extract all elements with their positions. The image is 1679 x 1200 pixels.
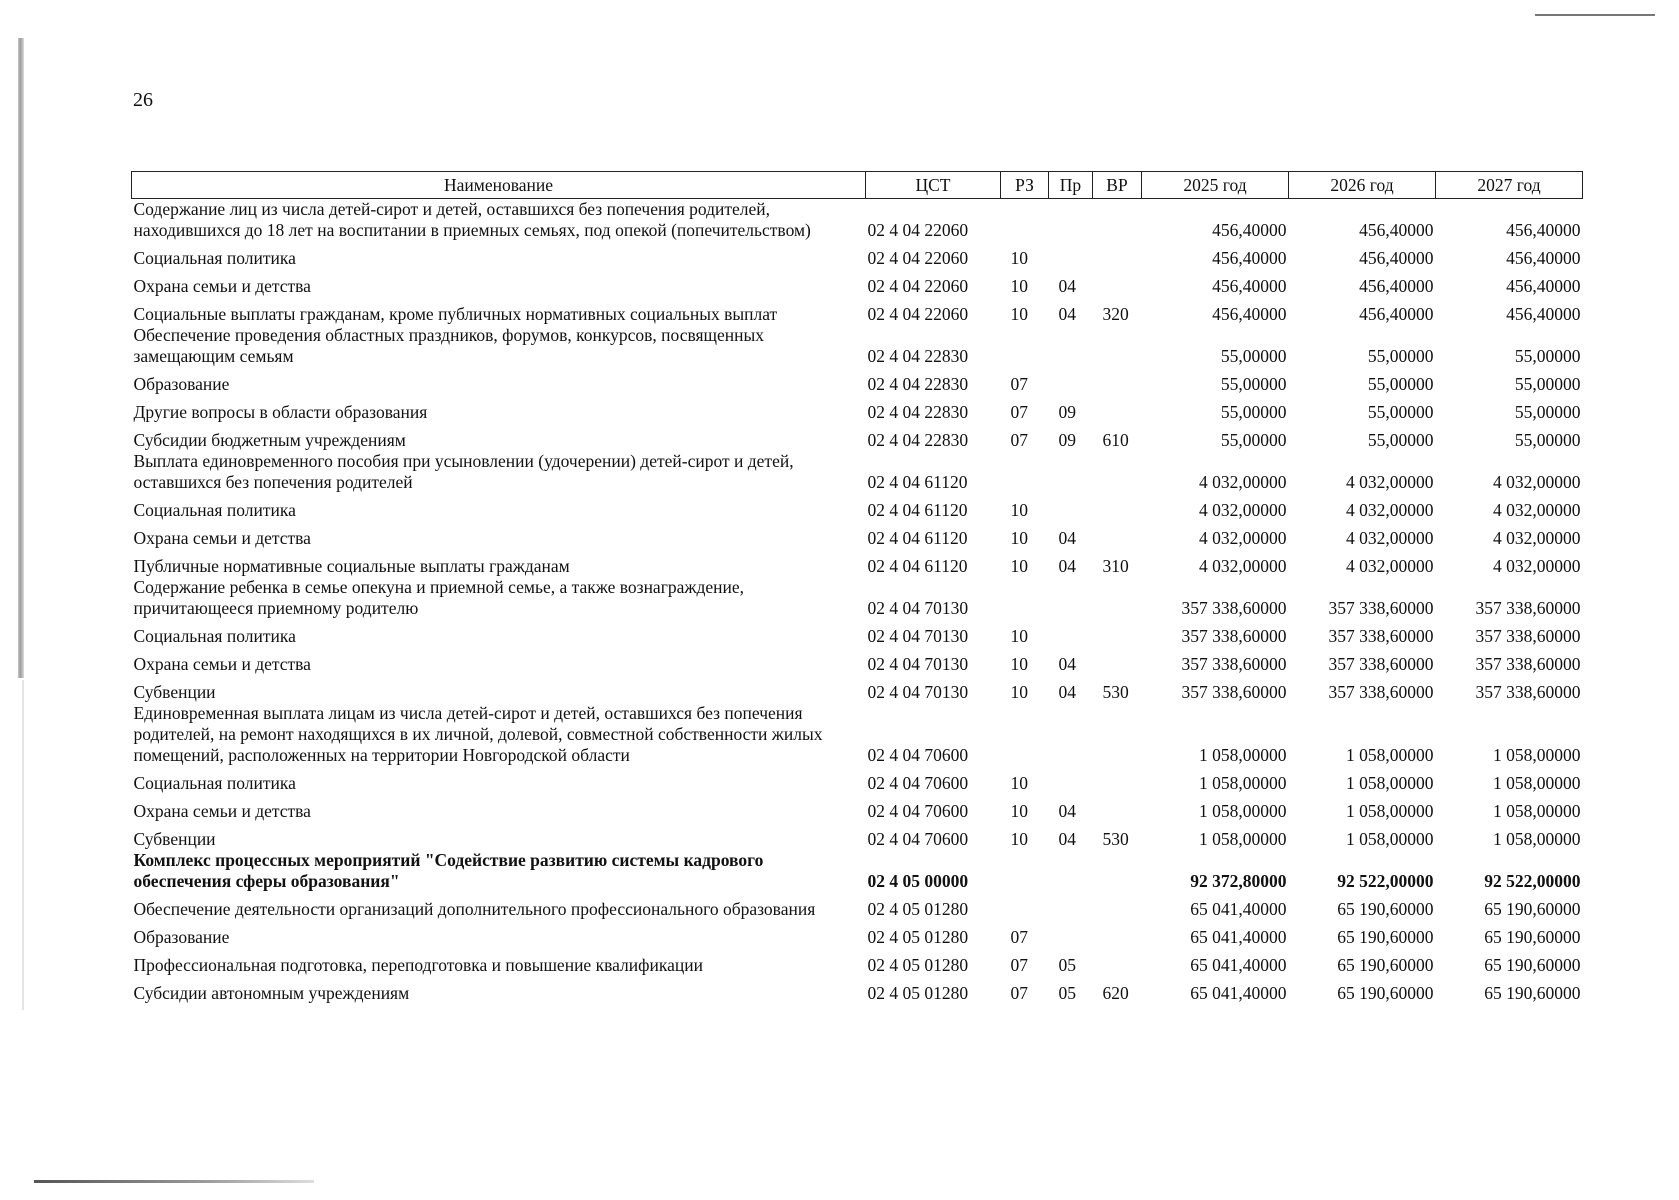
page-number: 26: [133, 89, 153, 111]
header-rz: РЗ: [1001, 172, 1049, 199]
cell-name: Другие вопросы в области образования: [133, 402, 428, 422]
cell-rz: 07: [1010, 983, 1028, 1003]
header-vr: ВР: [1093, 172, 1142, 199]
cell-cst: 02 4 04 70130: [867, 654, 969, 674]
cell-2027: 1 058,00000: [1493, 745, 1581, 765]
cell-rz: 10: [1010, 626, 1028, 646]
cell-2027: 357 338,60000: [1475, 598, 1581, 618]
cell-pr: 04: [1058, 801, 1076, 821]
cell-pr: 04: [1058, 304, 1076, 324]
cell-name: Образование: [133, 374, 230, 394]
cell-vr: [1093, 367, 1142, 395]
cell-2027: 65 190,60000: [1484, 927, 1581, 947]
cell-vr: [1093, 920, 1142, 948]
cell-name: Охрана семьи и детства: [133, 528, 311, 548]
cell-2026: 55,00000: [1367, 346, 1434, 366]
cell-pr: [1049, 199, 1093, 242]
cell-2025: 357 338,60000: [1181, 654, 1287, 674]
budget-table: [131, 171, 1583, 1004]
table-row: [132, 822, 1583, 850]
cell-2025: 92 372,80000: [1190, 871, 1287, 891]
cell-2027: 357 338,60000: [1475, 682, 1581, 702]
table-row: [132, 675, 1583, 703]
cell-pr: [1049, 493, 1093, 521]
cell-2027: 357 338,60000: [1475, 654, 1581, 674]
cell-cst: 02 4 04 70130: [867, 626, 969, 646]
cell-vr: 310: [1102, 556, 1129, 576]
cell-rz: [1001, 892, 1049, 920]
cell-2027: 65 190,60000: [1484, 899, 1581, 919]
cell-rz: 10: [1010, 682, 1028, 702]
cell-pr: 09: [1058, 430, 1076, 450]
cell-name: Содержание ребенка в семье опекуна и приемной семье, а также вознаграждение, причитающееся приемному родителю: [133, 577, 745, 618]
table-row: [132, 549, 1583, 577]
cell-2025: 65 041,40000: [1190, 927, 1287, 947]
table-row: [132, 577, 1583, 619]
cell-2026: 357 338,60000: [1328, 682, 1434, 702]
cell-2027: 456,40000: [1506, 248, 1581, 268]
cell-name: Субвенции: [133, 829, 216, 849]
cell-rz: 10: [1010, 304, 1028, 324]
cell-rz: [1001, 325, 1049, 367]
cell-2025: 456,40000: [1212, 248, 1287, 268]
cell-cst: 02 4 05 01280: [867, 927, 969, 947]
cell-2025: 357 338,60000: [1181, 682, 1287, 702]
cell-rz: [1001, 199, 1049, 242]
cell-pr: [1049, 766, 1093, 794]
cell-rz: 10: [1010, 528, 1028, 548]
cell-vr: [1093, 395, 1142, 423]
cell-vr: [1093, 269, 1142, 297]
cell-name: Выплата единовременного пособия при усыновлении (удочерении) детей-сирот и детей, оставшихся без попечения родителей: [133, 451, 794, 492]
cell-2025: 1 058,00000: [1199, 773, 1287, 793]
cell-pr: 04: [1058, 276, 1076, 296]
cell-2026: 357 338,60000: [1328, 626, 1434, 646]
cell-pr: 04: [1058, 528, 1076, 548]
cell-pr: 04: [1058, 654, 1076, 674]
scan-line-artifact: [34, 1180, 314, 1183]
table-row: [132, 766, 1583, 794]
cell-cst: 02 4 05 01280: [867, 955, 969, 975]
cell-rz: [1001, 577, 1049, 619]
cell-rz: [1001, 850, 1049, 892]
cell-rz: [1001, 451, 1049, 493]
cell-cst: 02 4 04 70600: [867, 773, 969, 793]
scan-edge-artifact: [22, 680, 24, 1010]
cell-name: Социальная политика: [133, 500, 296, 520]
table-row: [132, 892, 1583, 920]
cell-vr: [1093, 577, 1142, 619]
scan-edge-artifact: [18, 38, 24, 678]
cell-rz: 10: [1010, 248, 1028, 268]
cell-vr: 320: [1102, 304, 1129, 324]
cell-2027: 65 190,60000: [1484, 983, 1581, 1003]
cell-2027: 4 032,00000: [1493, 528, 1581, 548]
cell-rz: [1001, 703, 1049, 766]
scan-line-artifact: [1535, 14, 1655, 16]
cell-2026: 4 032,00000: [1346, 472, 1434, 492]
cell-2027: 55,00000: [1514, 346, 1581, 366]
table-row: [132, 269, 1583, 297]
cell-name: Социальная политика: [133, 773, 296, 793]
header-name: Наименование: [132, 172, 866, 199]
cell-cst: 02 4 04 61120: [867, 500, 968, 520]
cell-name: Социальная политика: [133, 626, 296, 646]
cell-2026: 1 058,00000: [1346, 801, 1434, 821]
header-pr: Пр: [1049, 172, 1093, 199]
table-row: [132, 395, 1583, 423]
cell-rz: 10: [1010, 801, 1028, 821]
cell-2026: 65 190,60000: [1337, 955, 1434, 975]
table-row: [132, 703, 1583, 766]
cell-vr: [1093, 892, 1142, 920]
cell-2027: 4 032,00000: [1493, 556, 1581, 576]
cell-name: Комплекс процессных мероприятий "Содействие развитию системы кадрового обеспечения сферы образования": [133, 850, 764, 891]
table-row: [132, 521, 1583, 549]
cell-cst: 02 4 04 22060: [867, 248, 969, 268]
cell-2026: 92 522,00000: [1337, 871, 1434, 891]
cell-2026: 357 338,60000: [1328, 654, 1434, 674]
cell-2025: 4 032,00000: [1199, 528, 1287, 548]
cell-2027: 65 190,60000: [1484, 955, 1581, 975]
cell-2026: 1 058,00000: [1346, 773, 1434, 793]
cell-name: Обеспечение проведения областных праздников, форумов, конкурсов, посвященных замещающим семьям: [133, 325, 765, 366]
cell-2025: 357 338,60000: [1181, 598, 1287, 618]
cell-2026: 456,40000: [1359, 248, 1434, 268]
cell-pr: 04: [1058, 829, 1076, 849]
cell-2025: 65 041,40000: [1190, 899, 1287, 919]
cell-2026: 1 058,00000: [1346, 829, 1434, 849]
cell-name: Охрана семьи и детства: [133, 276, 311, 296]
cell-vr: 530: [1102, 682, 1129, 702]
table-row: [132, 199, 1583, 242]
cell-vr: [1093, 703, 1142, 766]
cell-2026: 456,40000: [1359, 276, 1434, 296]
cell-2026: 65 190,60000: [1337, 927, 1434, 947]
cell-vr: [1093, 241, 1142, 269]
table-header: [132, 172, 1583, 199]
cell-vr: [1093, 794, 1142, 822]
cell-2027: 1 058,00000: [1493, 829, 1581, 849]
table-row: [132, 619, 1583, 647]
cell-vr: [1093, 766, 1142, 794]
cell-2025: 456,40000: [1212, 220, 1287, 240]
cell-rz: 10: [1010, 556, 1028, 576]
cell-2025: 55,00000: [1220, 402, 1287, 422]
cell-vr: [1093, 948, 1142, 976]
cell-2025: 456,40000: [1212, 304, 1287, 324]
cell-vr: [1093, 451, 1142, 493]
cell-2027: 1 058,00000: [1493, 773, 1581, 793]
cell-rz: 07: [1010, 927, 1028, 947]
cell-2026: 1 058,00000: [1346, 745, 1434, 765]
cell-rz: 10: [1010, 276, 1028, 296]
table-row: [132, 451, 1583, 493]
cell-pr: [1049, 619, 1093, 647]
cell-vr: 620: [1102, 983, 1129, 1003]
cell-2026: 65 190,60000: [1337, 983, 1434, 1003]
cell-vr: [1093, 619, 1142, 647]
cell-cst: 02 4 04 22830: [867, 374, 969, 394]
cell-2026: 456,40000: [1359, 220, 1434, 240]
cell-2025: 65 041,40000: [1190, 983, 1287, 1003]
cell-2025: 1 058,00000: [1199, 801, 1287, 821]
cell-2025: 55,00000: [1220, 374, 1287, 394]
header-2026: 2026 год: [1289, 172, 1436, 199]
cell-rz: 07: [1010, 430, 1028, 450]
cell-2025: 4 032,00000: [1199, 500, 1287, 520]
cell-cst: 02 4 04 70600: [867, 829, 969, 849]
table-row: [132, 647, 1583, 675]
cell-name: Охрана семьи и детства: [133, 654, 311, 674]
cell-rz: 10: [1010, 654, 1028, 674]
header-2025: 2025 год: [1142, 172, 1289, 199]
cell-2026: 55,00000: [1367, 402, 1434, 422]
cell-2027: 55,00000: [1514, 402, 1581, 422]
table-row: [132, 794, 1583, 822]
cell-name: Публичные нормативные социальные выплаты гражданам: [133, 556, 570, 576]
cell-cst: 02 4 04 70600: [867, 745, 969, 765]
cell-rz: 07: [1010, 955, 1028, 975]
table-row: [132, 367, 1583, 395]
cell-vr: [1093, 325, 1142, 367]
cell-vr: 610: [1102, 430, 1129, 450]
cell-cst: 02 4 05 01280: [867, 983, 969, 1003]
cell-2026: 65 190,60000: [1337, 899, 1434, 919]
cell-2026: 357 338,60000: [1328, 598, 1434, 618]
cell-cst: 02 4 04 22060: [867, 220, 969, 240]
cell-pr: [1049, 451, 1093, 493]
cell-name: Единовременная выплата лицам из числа детей-сирот и детей, оставшихся без попечения родителей, на ремонт находящихся в их личной, долевой, совместной собственности жилых помещений, расположенных на территории Новгородской области: [133, 703, 823, 765]
table-row: [132, 493, 1583, 521]
cell-2025: 65 041,40000: [1190, 955, 1287, 975]
cell-cst: 02 4 04 61120: [867, 472, 968, 492]
cell-cst: 02 4 04 22830: [867, 346, 969, 366]
cell-vr: 530: [1102, 829, 1129, 849]
cell-2025: 1 058,00000: [1199, 745, 1287, 765]
cell-name: Социальная политика: [133, 248, 296, 268]
cell-name: Образование: [133, 927, 230, 947]
cell-pr: [1049, 241, 1093, 269]
cell-cst: 02 4 04 22060: [867, 276, 969, 296]
cell-cst: 02 4 04 70130: [867, 682, 969, 702]
cell-vr: [1093, 521, 1142, 549]
cell-2026: 4 032,00000: [1346, 500, 1434, 520]
cell-vr: [1093, 493, 1142, 521]
cell-2027: 55,00000: [1514, 430, 1581, 450]
cell-pr: [1049, 892, 1093, 920]
table-body: [132, 199, 1583, 1005]
cell-name: Охрана семьи и детства: [133, 801, 311, 821]
cell-pr: 04: [1058, 556, 1076, 576]
cell-pr: 09: [1058, 402, 1076, 422]
table-row: [132, 297, 1583, 325]
cell-cst: 02 4 04 70600: [867, 801, 969, 821]
cell-name: Субсидии автономным учреждениям: [133, 983, 410, 1003]
cell-2026: 55,00000: [1367, 430, 1434, 450]
cell-2025: 357 338,60000: [1181, 626, 1287, 646]
cell-vr: [1093, 647, 1142, 675]
cell-name: Субвенции: [133, 682, 216, 702]
cell-pr: [1049, 367, 1093, 395]
cell-2026: 456,40000: [1359, 304, 1434, 324]
cell-cst: 02 4 04 61120: [867, 556, 968, 576]
cell-2025: 55,00000: [1220, 346, 1287, 366]
cell-name: Содержание лиц из числа детей-сирот и детей, оставшихся без попечения родителей, находившихся до 18 лет на воспитании в приемных семьях, под опекой (попечительством): [133, 199, 811, 240]
cell-2025: 1 058,00000: [1199, 829, 1287, 849]
cell-vr: [1093, 850, 1142, 892]
cell-2025: 4 032,00000: [1199, 556, 1287, 576]
cell-name: Субсидии бюджетным учреждениям: [133, 430, 406, 450]
table-row: [132, 241, 1583, 269]
table-row: [132, 948, 1583, 976]
cell-pr: [1049, 325, 1093, 367]
cell-2025: 4 032,00000: [1199, 472, 1287, 492]
table-row: [132, 325, 1583, 367]
cell-2027: 456,40000: [1506, 220, 1581, 240]
table-row: [132, 423, 1583, 451]
cell-pr: [1049, 577, 1093, 619]
table-row: [132, 920, 1583, 948]
cell-pr: [1049, 703, 1093, 766]
cell-2027: 357 338,60000: [1475, 626, 1581, 646]
cell-pr: 04: [1058, 682, 1076, 702]
cell-2027: 456,40000: [1506, 304, 1581, 324]
cell-cst: 02 4 04 22830: [867, 402, 969, 422]
cell-2026: 4 032,00000: [1346, 556, 1434, 576]
cell-2027: 4 032,00000: [1493, 472, 1581, 492]
cell-pr: 05: [1058, 983, 1076, 1003]
cell-cst: 02 4 05 00000: [867, 871, 969, 891]
cell-name: Профессиональная подготовка, переподготовка и повышение квалификации: [133, 955, 703, 975]
cell-cst: 02 4 04 70130: [867, 598, 969, 618]
table-row: [132, 850, 1583, 892]
cell-rz: 10: [1010, 773, 1028, 793]
cell-name: Социальные выплаты гражданам, кроме публичных нормативных социальных выплат: [133, 304, 778, 324]
cell-cst: 02 4 04 61120: [867, 528, 968, 548]
cell-2027: 55,00000: [1514, 374, 1581, 394]
cell-rz: 07: [1010, 402, 1028, 422]
cell-2027: 92 522,00000: [1484, 871, 1581, 891]
cell-rz: 10: [1010, 500, 1028, 520]
cell-rz: 10: [1010, 829, 1028, 849]
cell-2026: 55,00000: [1367, 374, 1434, 394]
cell-2025: 456,40000: [1212, 276, 1287, 296]
cell-2027: 456,40000: [1506, 276, 1581, 296]
header-2027: 2027 год: [1436, 172, 1583, 199]
cell-name: Обеспечение деятельности организаций дополнительного профессионального образования: [133, 899, 816, 919]
cell-pr: 05: [1058, 955, 1076, 975]
cell-pr: [1049, 850, 1093, 892]
cell-vr: [1093, 199, 1142, 242]
header-cst: ЦСТ: [866, 172, 1001, 199]
cell-cst: 02 4 04 22830: [867, 430, 969, 450]
cell-pr: [1049, 920, 1093, 948]
cell-2027: 4 032,00000: [1493, 500, 1581, 520]
cell-cst: 02 4 04 22060: [867, 304, 969, 324]
cell-2025: 55,00000: [1220, 430, 1287, 450]
cell-cst: 02 4 05 01280: [867, 899, 969, 919]
cell-rz: 07: [1010, 374, 1028, 394]
table-row: [132, 976, 1583, 1004]
cell-2026: 4 032,00000: [1346, 528, 1434, 548]
cell-2027: 1 058,00000: [1493, 801, 1581, 821]
